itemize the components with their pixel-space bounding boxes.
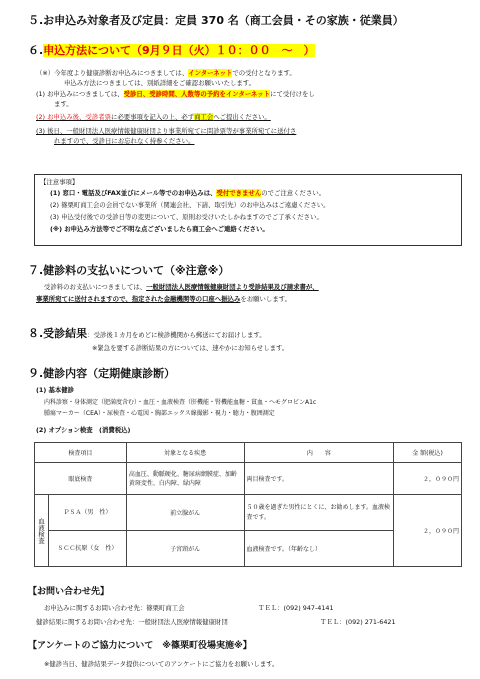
notice-item-2: (2) 篠栗町商工会の会員でない事業所（関連会社、下請、取引先）のお申込みはご遠慮ください。 (50, 201, 330, 209)
notice-item-1 (50, 189, 325, 197)
fundus-disease: 高血圧、動脈硬化、糖尿病網膜症、加齢黄斑変性、白内障、緑内障 (126, 463, 244, 495)
option-exam-table (34, 442, 462, 567)
psa-item: ＰＳＡ（男 性） (49, 495, 127, 531)
blood-test-price: ２，０９０円 (394, 495, 462, 567)
s7-line-2 (36, 295, 291, 303)
s6-item-2-red: (2) お申込み後、受診者票 (36, 113, 111, 121)
notice-box (34, 174, 462, 246)
section-8-heading (28, 322, 266, 341)
s6-item-3-line1: (3) 後日、一般財団法人医療情報健康財団より事業所宛てに問診票等が事業所宛てに送付さ (36, 127, 297, 135)
section-8-title: ８.受診結果 (28, 327, 88, 340)
section-6-title: 申込方法について（9月９日（火）１０：００ ～ ） (43, 44, 315, 57)
s7-line-2-underlined-2: 金融機関等の口座へ振込み (163, 295, 241, 303)
s6-note-highlight: インターネット (188, 69, 233, 77)
survey-text: ※健診当日、健診結果データ提供についてのアンケートにご協力をお願いします。 (44, 660, 279, 668)
s7-line-2-underlined-1: 事業所宛てに送付されますので、指定された (36, 295, 164, 303)
section-9-title: ９.健診内容（定期健康診断） (28, 367, 176, 380)
option-exam-head: (2) オプション検査 (消費税込) (36, 426, 131, 434)
section-5-title: ５.お申込み対象者及び定員：定員 370 名（商工会員・その家族・従業員） (28, 14, 404, 27)
notice-item-1-prefix: (1) 窓口・電話及びFAX並びにメール等でのお申込みは、 (50, 189, 217, 197)
contact-line-1-tel: ＴＥＬ：(092) 947-4141 (258, 604, 334, 612)
s7-line-1-prefix: 受診料のお支払いにつきましては、 (44, 283, 147, 291)
section-7-title: ７.健診料の支払いについて（※注意※） (28, 264, 230, 277)
notice-head: 【注意事項】 (40, 178, 79, 186)
table-row-psa (35, 495, 462, 531)
s6-note-line2: 申込み方法につきましては、別紙詳細をご確認お願いいたします。 (64, 79, 256, 87)
table-header-row (35, 443, 462, 463)
s6-item-1 (36, 90, 315, 98)
contact-line-2-label: 健診結果に関するお問い合わせ先：一般財団法人医療情報健康財団 (36, 618, 228, 626)
psa-disease: 前立腺がん (126, 495, 244, 531)
section-6-number: ６. (28, 44, 44, 57)
s6-item-2-highlight: 商工会 (194, 113, 214, 121)
notice-item-1-suffix: のでご注意ください。 (261, 189, 326, 197)
table-header-price: 金 額(税込) (394, 443, 462, 463)
s6-item-1-line2: ます。 (54, 100, 73, 108)
fundus-content: 両目検査です。 (244, 463, 394, 495)
table-row-fundus (35, 463, 462, 495)
contact-line-1-label: お申込みに関するお問い合わせ先：篠栗町商工会 (44, 604, 185, 612)
contact-line-1 (44, 604, 185, 612)
s7-line-2-suffix: をお願いします。 (240, 295, 291, 303)
scc-content: 血液検査です。（年齢なし） (244, 531, 394, 567)
s6-item-1-prefix: (1) お申込みにつきましては、 (36, 90, 124, 98)
contact-line-2-tel: ＴＥＬ：(092) 271-6421 (320, 618, 396, 626)
scc-item: ＳＣＣ抗原（女 性） (49, 531, 127, 567)
basic-exam-line-2: 腫瘍マーカー（CEA）・尿検査・心電図・胸部エックス線撮影・視力・聴力・腹囲測定 (44, 410, 275, 417)
section-8-note: ※緊急を要する診断結果の方については、速やかにお知らせします。 (92, 344, 289, 352)
table-header-item: 検査項目 (35, 443, 127, 463)
section-8-text: ：受診後１カ月をめどに検診機関から郵送にてお届けします。 (87, 331, 266, 339)
survey-head: 【アンケートのご協力について ※篠栗町役場実施※】 (28, 641, 252, 651)
notice-item-3: (3) 申込受付後での受診日等の変更について、原則お受けいたしかねますのでご了承ください。 (50, 213, 323, 221)
s6-item-1-highlight: 受診日、受診時間、人数等の予約をインターネット (123, 90, 271, 98)
basic-exam-line-1: 内科診察・身体測定（肥満度含む）・血圧・血液検査（肝機能・腎機能血糖・貧血・ヘモグロビンA1c (44, 399, 317, 406)
s6-note (36, 69, 296, 77)
notice-item-1-highlight: 受付できません (216, 189, 262, 197)
s6-note-suffix: での受付となります。 (232, 69, 296, 77)
contact-head: 【お問い合わせ先】 (28, 587, 110, 597)
s6-item-3-line2: れますので、受診日にお忘れなく持参ください。 (54, 137, 195, 145)
table-header-disease: 対象となる疾患 (126, 443, 244, 463)
s6-item-2 (36, 113, 271, 121)
scc-disease: 子宮頸がん (126, 531, 244, 567)
s7-line-1 (44, 283, 319, 291)
fundus-item: 眼底検査 (35, 463, 127, 495)
psa-content: ５０歳を過ぎた男性にとくに、お勧めします。血液検査です。 (244, 495, 394, 531)
table-header-content: 内 容 (244, 443, 394, 463)
fundus-price: ２，０９０円 (394, 463, 462, 495)
section-6-heading (28, 42, 315, 58)
notice-item-4: (※) お申込み方法等でご不明な点ございましたら商工会へご連絡ください。 (50, 225, 269, 233)
s6-item-2-mid: に必要事項を記入の上、必ず (111, 113, 195, 121)
basic-exam-head: (1) 基本健診 (36, 386, 75, 394)
contact-line-2 (36, 618, 228, 626)
blood-test-label: 血液検査 (35, 495, 49, 567)
s7-line-1-underlined: 一般財団法人医療情報健康財団より受診結果及び請求書が、 (146, 283, 319, 291)
s6-item-2-suffix: へご提出ください。 (213, 113, 271, 121)
s6-item-1-suffix: にて受付けをし (270, 90, 315, 98)
s6-note-prefix: （※）今年度より健康診断お申込みにつきましては、 (36, 69, 189, 77)
